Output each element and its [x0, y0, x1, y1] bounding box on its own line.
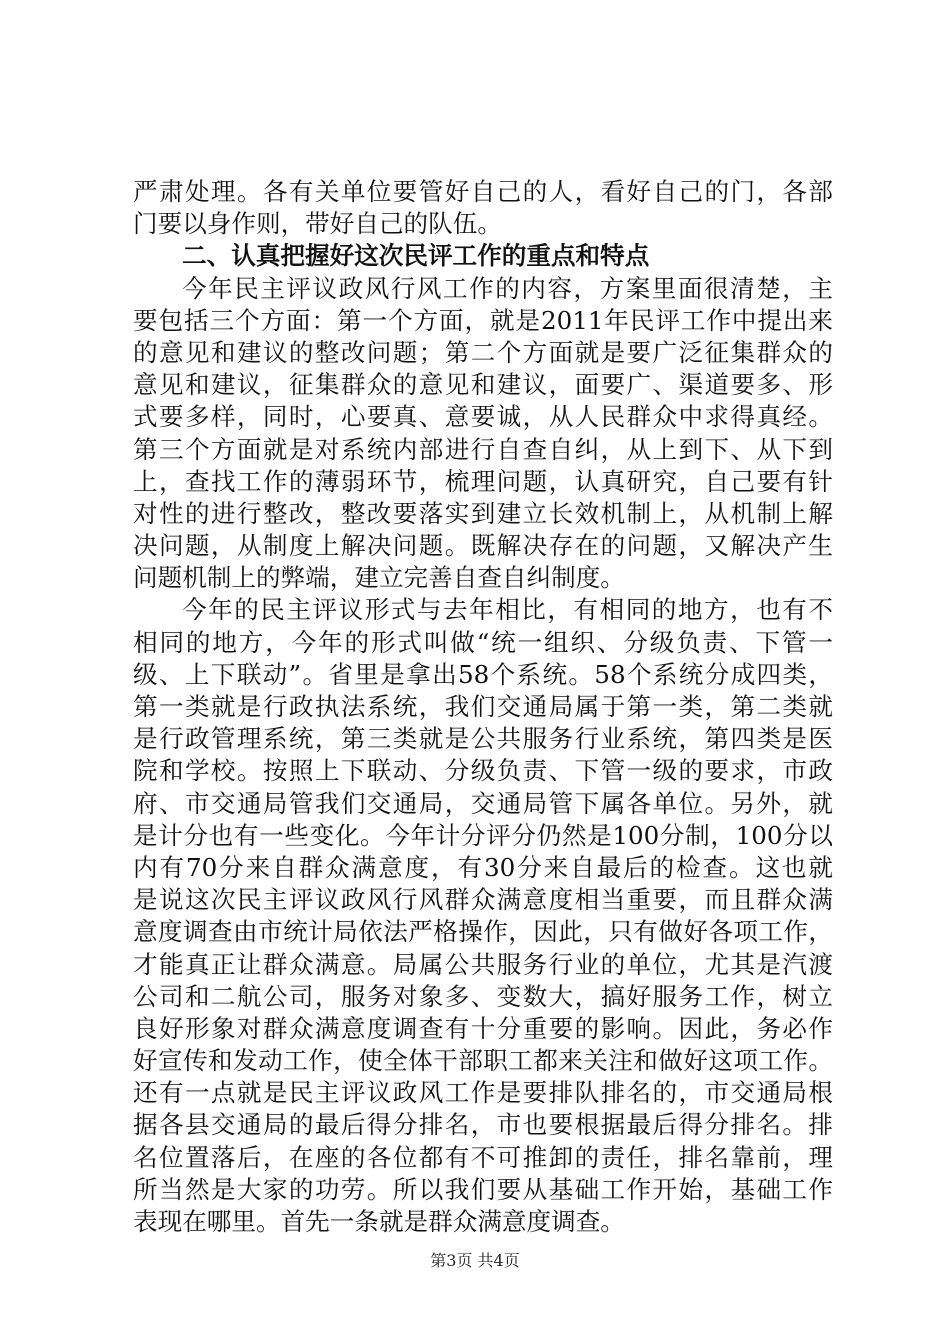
text-line: 要包括三个方面：第一个方面，就是2011年民评工作中提出来	[133, 305, 833, 335]
body-text	[133, 176, 833, 1238]
text-line: 院和学校。按照上下联动、分级负责、下管一级的要求，市政	[133, 756, 833, 786]
text-line: 的意见和建议的整改问题；第二个方面就是要广泛征集群众的	[133, 337, 833, 367]
text-line: 名位置落后，在座的各位都有不可推卸的责任，排名靠前，理	[133, 1142, 833, 1172]
text-line: 决问题，从制度上解决问题。既解决存在的问题，又解决产生	[133, 531, 833, 561]
text-line: 第一类就是行政执法系统，我们交通局属于第一类，第二类就	[133, 692, 833, 721]
text-line: 意见和建议，征集群众的意见和建议，面要广、渠道要多、形	[133, 370, 833, 400]
text-line: 公司和二航公司，服务对象多、变数大，搞好服务工作，树立	[133, 981, 833, 1011]
text-line: 好宣传和发动工作，使全体干部职工都来关注和做好这项工作。	[133, 1046, 833, 1076]
text-line: 才能真正让群众满意。局属公共服务行业的单位，尤其是汽渡	[133, 949, 833, 979]
text-line: 内有70分来自群众满意度，有30分来自最后的检查。这也就	[133, 852, 833, 882]
text-line: 相同的地方，今年的形式叫做“统一组织、分级负责、下管一	[133, 627, 833, 657]
text-line: 意度调查由市统计局依法严格操作，因此，只有做好各项工作，	[133, 917, 833, 947]
text-line: 是说这次民主评议政风行风群众满意度相当重要，而且群众满	[133, 885, 833, 915]
text-line: 上，查找工作的薄弱环节，梳理问题，认真研究，自己要有针	[133, 466, 833, 496]
text-line: 对性的进行整改，整改要落实到建立长效机制上，从机制上解	[133, 498, 833, 528]
text-line: 今年的民主评议形式与去年相比，有相同的地方，也有不	[182, 595, 833, 625]
text-line: 级、上下联动”。省里是拿出58个系统。58个系统分成四类，	[133, 659, 833, 689]
text-line: 还有一点就是民主评议政风工作是要排队排名的，市交通局根	[133, 1078, 833, 1108]
page-footer: 第3页 共4页	[430, 1251, 520, 1270]
text-line: 是计分也有一些变化。今年计分评分仍然是100分制，100分以	[133, 820, 833, 850]
text-line: 所当然是大家的功劳。所以我们要从基础工作开始，基础工作	[133, 1174, 833, 1204]
text-line: 据各县交通局的最后得分排名，市也要根据最后得分排名。排	[133, 1110, 833, 1140]
text-line: 门要以身作则，带好自己的队伍。	[133, 209, 502, 239]
text-line: 府、市交通局管我们交通局，交通局管下属各单位。另外，就	[133, 788, 833, 818]
text-line: 严肃处理。各有关单位要管好自己的人，看好自己的门，各部	[133, 177, 833, 206]
section-heading: 二、认真把握好这次民评工作的重点和特点	[182, 241, 650, 271]
text-line: 问题机制上的弊端，建立完善自查自纠制度。	[133, 563, 625, 593]
text-line: 今年民主评议政风行风工作的内容，方案里面很清楚，主	[182, 273, 833, 303]
text-line: 式要多样，同时，心要真、意要诚，从人民群众中求得真经。	[133, 402, 833, 432]
text-line: 表现在哪里。首先一条就是群众满意度调查。	[133, 1207, 625, 1236]
text-line: 是行政管理系统，第三类就是公共服务行业系统，第四类是医	[133, 724, 833, 754]
text-line: 良好形象对群众满意度调查有十分重要的影响。因此，务必作	[133, 1013, 833, 1043]
text-line: 第三个方面就是对系统内部进行自查自纠，从上到下、从下到	[133, 434, 833, 464]
